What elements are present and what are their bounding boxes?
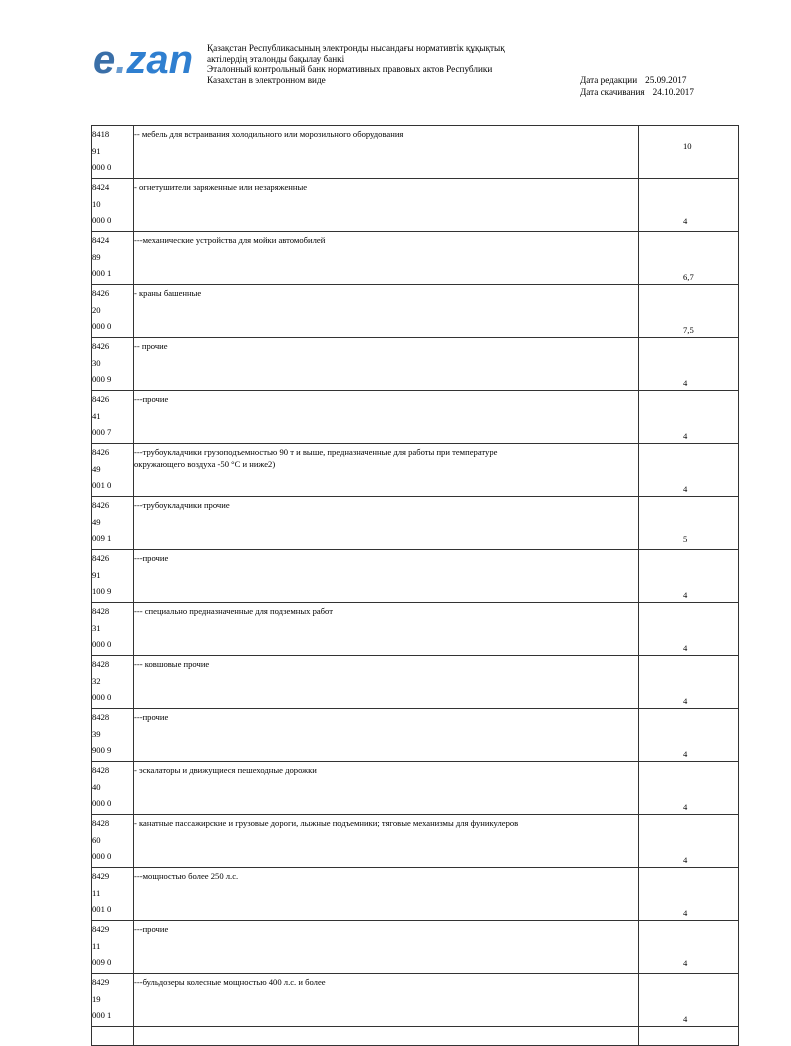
hs-code-part: 000 0 <box>92 851 112 862</box>
table-row <box>92 815 739 868</box>
hs-code-cell <box>92 285 134 338</box>
logo-zan: zan <box>126 38 194 82</box>
table-row <box>92 974 739 1027</box>
hs-code-part: 900 9 <box>92 745 112 756</box>
header-line: Казахстан в электронном виде <box>207 74 326 85</box>
rate-cell <box>639 709 739 762</box>
hs-code-part: 39 <box>92 728 101 739</box>
description-cell <box>134 815 639 868</box>
hs-code-part: 009 1 <box>92 533 112 544</box>
rate-cell <box>639 921 739 974</box>
table-row <box>92 126 739 179</box>
hs-code-part: 8428 <box>92 712 110 722</box>
table-row <box>92 444 739 497</box>
table-row <box>92 656 739 709</box>
table-row <box>92 497 739 550</box>
hs-code-cell <box>92 444 134 497</box>
table-row <box>92 391 739 444</box>
header-line: Қазақстан Республикасының электронды нысандағы нормативтік құқықтық <box>207 43 505 53</box>
hs-code-part: 000 0 <box>92 321 112 332</box>
hs-code-part: 8428 <box>92 765 110 775</box>
hs-code-part: 8426 <box>92 341 110 351</box>
rate-value: 4 <box>683 696 688 706</box>
hs-code-cell <box>92 497 134 550</box>
description-cell <box>134 179 639 232</box>
table-row <box>92 550 739 603</box>
description-text: ---трубоукладчики прочие <box>134 500 230 510</box>
rate-cell <box>639 232 739 285</box>
rate-value: 5 <box>683 534 688 544</box>
hs-code-part: 009 0 <box>92 957 112 968</box>
hs-code-part: 11 <box>92 887 101 898</box>
header-dates <box>580 75 694 98</box>
download-date <box>580 87 694 99</box>
rate-cell <box>639 179 739 232</box>
hs-code-part: 8426 <box>92 394 110 404</box>
hs-code-cell <box>92 815 134 868</box>
hs-code-part: 8426 <box>92 500 110 510</box>
hs-code-part: 000 9 <box>92 374 112 385</box>
description-cell <box>134 338 639 391</box>
hs-code-part: 91 <box>92 145 101 156</box>
hs-code-part: 8428 <box>92 818 110 828</box>
hs-code-part: 11 <box>92 940 101 951</box>
rate-cell <box>639 550 739 603</box>
hs-code-part: 8426 <box>92 288 110 298</box>
empty-cell <box>134 1027 639 1046</box>
rate-value: 4 <box>683 643 688 653</box>
hs-code-part: 10 <box>92 198 101 209</box>
rate-value: 7,5 <box>683 325 694 335</box>
hs-code-cell <box>92 868 134 921</box>
description-text: - краны башенные <box>134 288 202 298</box>
description-cell <box>134 709 639 762</box>
empty-cell <box>639 1027 739 1046</box>
rate-cell <box>639 603 739 656</box>
hs-code-part: 41 <box>92 410 101 421</box>
rate-cell <box>639 762 739 815</box>
description-cell <box>134 232 639 285</box>
description-text: -- мебель для встраивания холодильного или морозильного оборудования <box>134 129 404 139</box>
rate-value: 4 <box>683 749 688 759</box>
header-line: Эталонный контрольный банк нормативных правовых актов Республики <box>207 64 493 75</box>
description-text: - огнетушители заряженные или незаряженные <box>134 182 308 192</box>
description-cell <box>134 921 639 974</box>
description-cell <box>134 974 639 1027</box>
rate-cell <box>639 444 739 497</box>
hs-code-part: 100 9 <box>92 586 112 597</box>
rate-cell <box>639 126 739 179</box>
description-cell <box>134 497 639 550</box>
rate-value: 4 <box>683 908 688 918</box>
rate-cell <box>639 391 739 444</box>
hs-code-cell <box>92 126 134 179</box>
tariff-table <box>91 125 739 1046</box>
hs-code-part: 8426 <box>92 553 110 563</box>
description-cell <box>134 391 639 444</box>
rate-value: 4 <box>683 855 688 865</box>
hs-code-cell <box>92 232 134 285</box>
rate-value: 6,7 <box>683 272 694 282</box>
description-cell <box>134 656 639 709</box>
hs-code-part: 20 <box>92 304 101 315</box>
table-row <box>92 921 739 974</box>
hs-code-part: 001 0 <box>92 480 112 491</box>
table-row <box>92 232 739 285</box>
table-row <box>92 868 739 921</box>
rate-value: 4 <box>683 590 688 600</box>
hs-code-part: 8428 <box>92 659 110 669</box>
hs-code-part: 89 <box>92 251 101 262</box>
description-text: окружающего воздуха -50 °С и ниже2) <box>134 459 276 469</box>
hs-code-part: 8429 <box>92 924 110 934</box>
hs-code-part: 000 0 <box>92 215 112 226</box>
hs-code-cell <box>92 338 134 391</box>
hs-code-part: 8429 <box>92 977 110 987</box>
hs-code-part: 001 0 <box>92 904 112 915</box>
hs-code-part: 000 7 <box>92 427 112 438</box>
description-text: ---прочие <box>134 924 169 934</box>
hs-code-part: 32 <box>92 675 101 686</box>
hs-code-part: 000 1 <box>92 268 112 279</box>
rate-cell <box>639 338 739 391</box>
rate-value: 4 <box>683 431 688 441</box>
description-cell <box>134 868 639 921</box>
hs-code-part: 49 <box>92 463 101 474</box>
description-cell <box>134 550 639 603</box>
description-text: ---бульдозеры колесные мощностью 400 л.с. и более <box>134 977 326 987</box>
hs-code-part: 000 0 <box>92 639 112 650</box>
description-text: ---прочие <box>134 394 169 404</box>
hs-code-cell <box>92 550 134 603</box>
description-text: - канатные пассажирские и грузовые дороги, лыжные подъемники; тяговые механизмы для фуникулеров <box>134 818 519 828</box>
description-text: -- прочие <box>134 341 168 351</box>
hs-code-part: 8418 <box>92 129 110 139</box>
rate-value: 4 <box>683 802 688 812</box>
description-text: ---прочие <box>134 712 169 722</box>
description-text: ---прочие <box>134 553 169 563</box>
hs-code-part: 91 <box>92 569 101 580</box>
rate-value: 4 <box>683 1014 688 1024</box>
hs-code-part: 40 <box>92 781 101 792</box>
hs-code-part: 8426 <box>92 447 110 457</box>
rate-cell <box>639 974 739 1027</box>
table-footer-row <box>92 1027 739 1046</box>
hs-code-cell <box>92 179 134 232</box>
hs-code-cell <box>92 709 134 762</box>
description-text: --- специально предназначенные для подземных работ <box>134 606 333 616</box>
rate-cell <box>639 868 739 921</box>
rate-cell <box>639 656 739 709</box>
description-cell <box>134 126 639 179</box>
rate-cell <box>639 815 739 868</box>
hs-code-part: 000 0 <box>92 692 112 703</box>
hs-code-cell <box>92 656 134 709</box>
hs-code-part: 60 <box>92 834 101 845</box>
hs-code-part: 000 1 <box>92 1010 112 1021</box>
description-text: --- ковшовые прочие <box>134 659 210 669</box>
description-cell <box>134 762 639 815</box>
hs-code-cell <box>92 603 134 656</box>
table-row <box>92 179 739 232</box>
hs-code-part: 30 <box>92 357 101 368</box>
description-text: ---механические устройства для мойки автомобилей <box>134 235 326 245</box>
tariff-table-body <box>92 126 739 1046</box>
hs-code-cell <box>92 974 134 1027</box>
hs-code-part: 8428 <box>92 606 110 616</box>
description-cell <box>134 444 639 497</box>
rate-value: 4 <box>683 216 688 226</box>
rate-value: 4 <box>683 958 688 968</box>
hs-code-part: 19 <box>92 993 101 1004</box>
hs-code-part: 8429 <box>92 871 110 881</box>
hs-code-cell <box>92 921 134 974</box>
logo-e: e <box>93 38 116 82</box>
description-text: - эскалаторы и движущиеся пешеходные дорожки <box>134 765 317 775</box>
hs-code-part: 31 <box>92 622 101 633</box>
table-row <box>92 603 739 656</box>
download-date-value: 24.10.2017 <box>652 86 694 97</box>
description-cell <box>134 285 639 338</box>
rate-cell <box>639 285 739 338</box>
table-row <box>92 709 739 762</box>
hs-code-part: 000 0 <box>92 798 112 809</box>
logo-dot: . <box>115 38 127 82</box>
ezan-logo[interactable] <box>93 40 193 80</box>
hs-code-part: 49 <box>92 516 101 527</box>
header-line: актілердің эталонды бақылау банкі <box>207 53 345 64</box>
hs-code-cell <box>92 391 134 444</box>
hs-code-part: 000 0 <box>92 162 112 173</box>
hs-code-cell <box>92 762 134 815</box>
hs-code-part: 8424 <box>92 182 110 192</box>
rate-cell <box>639 497 739 550</box>
table-row <box>92 762 739 815</box>
empty-cell <box>92 1027 134 1046</box>
description-text: ---мощностью более 250 л.с. <box>134 871 239 881</box>
download-date-label: Дата скачивания <box>580 86 645 97</box>
rate-value: 4 <box>683 378 688 388</box>
rate-value: 10 <box>683 141 692 151</box>
edit-date-label: Дата редакции <box>580 75 638 85</box>
table-row <box>92 285 739 338</box>
description-text: ---трубоукладчики грузоподъемностью 90 т и выше, предназначенные для работы при температуре <box>134 447 498 457</box>
table-row <box>92 338 739 391</box>
description-cell <box>134 603 639 656</box>
edit-date <box>580 75 694 87</box>
edit-date-value: 25.09.2017 <box>645 75 687 85</box>
rate-value: 4 <box>683 484 688 494</box>
hs-code-part: 8424 <box>92 235 110 245</box>
header-title <box>207 43 505 85</box>
